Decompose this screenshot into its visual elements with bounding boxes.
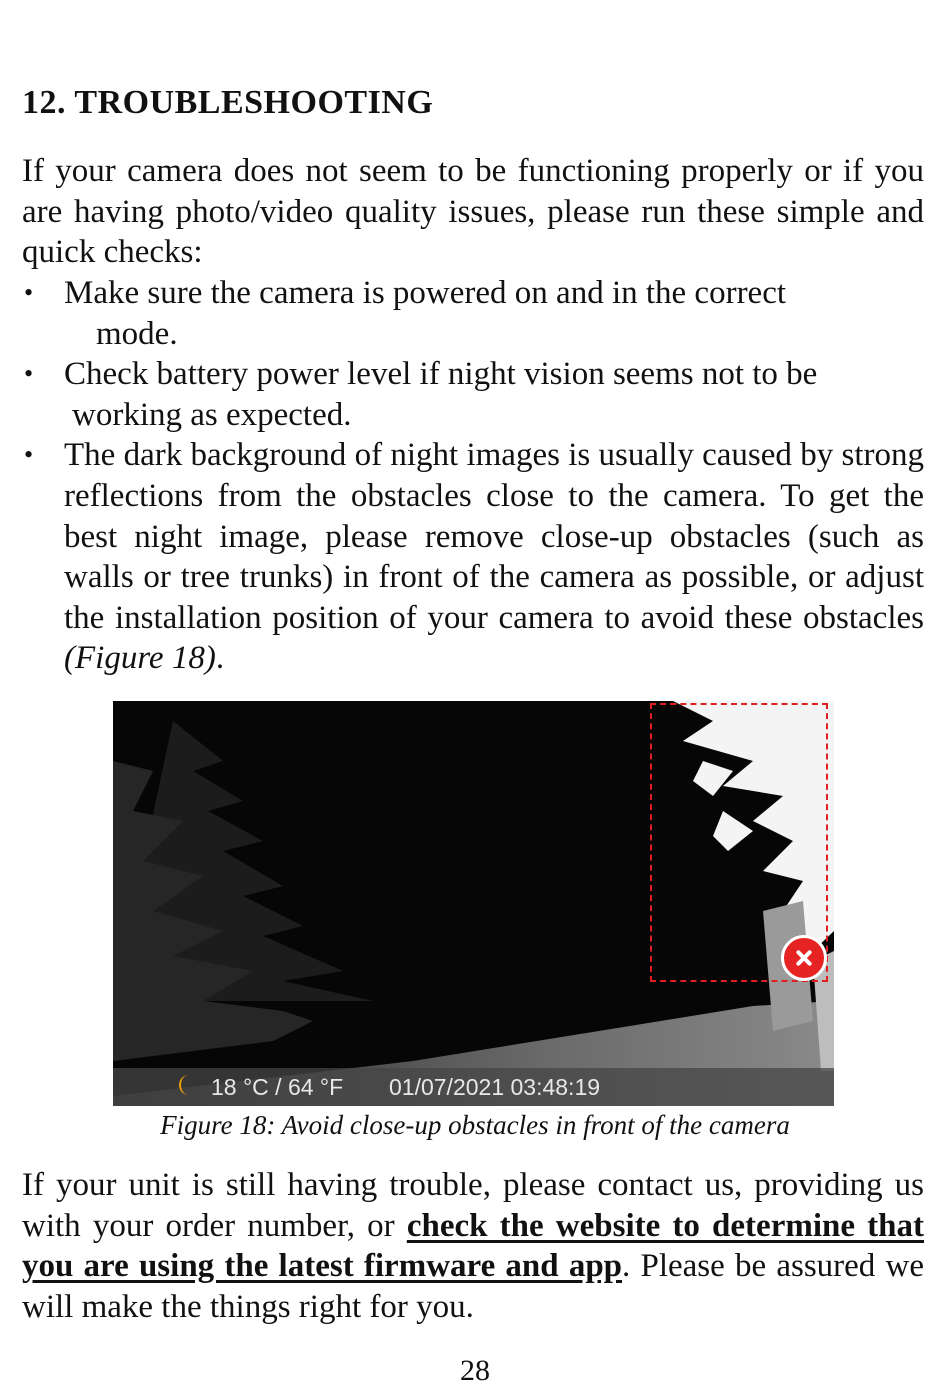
check-text-continued: mode. [96, 315, 178, 352]
night-vision-photo [113, 701, 834, 1106]
figure-reference: (Figure 18) [64, 640, 216, 677]
tree-silhouette [113, 721, 373, 1061]
figure-caption: Figure 18: Avoid close-up obstacles in front of the camera [160, 1110, 790, 1140]
closing-text-end: . Please be assured we will make the things right for you. [22, 1248, 924, 1325]
camera-overlay-bar [113, 1068, 834, 1106]
check-text-end: . [215, 640, 225, 677]
list-item [22, 273, 924, 354]
page-number: 28 [460, 1354, 490, 1387]
check-text: Make sure the camera is powered on and in the correct [64, 275, 787, 311]
list-item [22, 435, 924, 679]
timestamp-readout: 01/07/2021 03:48:19 [389, 1074, 601, 1100]
temperature-readout: 18 °C / 64 °F [211, 1074, 344, 1100]
bullet-icon: • [24, 359, 34, 389]
firmware-website-link[interactable]: check the website to determine that you are using the latest firmware and app [22, 1207, 924, 1285]
bullet-icon: • [24, 278, 34, 307]
list-item [22, 354, 924, 435]
closing-text: If your unit is still having trouble, please contact us, providing us with your order number, or [22, 1167, 924, 1244]
closing-paragraph [22, 1165, 924, 1327]
section-heading: 12. TROUBLESHOOTING [22, 84, 434, 121]
moon-icon [177, 1074, 195, 1096]
check-text: Check battery power level if night vision seems not to be [64, 356, 818, 393]
check-text: The dark background of night images is usually caused by strong reflections from the obstacles close to the camera. To get the best night image, please remove close-up obstacles (such as walls or tree trunks) in front of the camera as possible, or adjust the installation position of your camera to avoid these obstacles [64, 437, 924, 636]
intro-paragraph: If your camera does not seem to be functioning properly or if you are having photo/video quality issues, please run these simple and quick checks: [22, 153, 924, 271]
close-icon [781, 935, 827, 981]
checks-list [22, 273, 924, 679]
bullet-icon: • [24, 440, 34, 470]
check-text-continued: working as expected. [72, 396, 352, 433]
